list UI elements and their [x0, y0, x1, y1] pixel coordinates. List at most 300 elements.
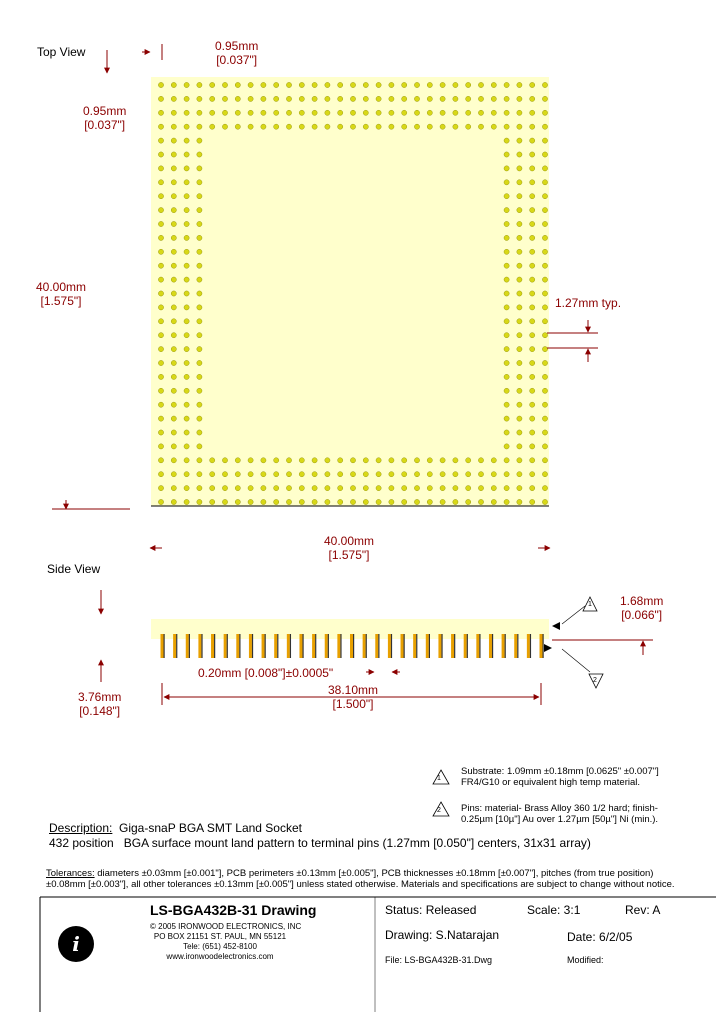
- pad: [222, 486, 227, 491]
- pad: [184, 208, 189, 213]
- pad: [504, 235, 509, 240]
- pad: [504, 208, 509, 213]
- pad: [466, 110, 471, 115]
- pad: [466, 96, 471, 101]
- pad: [197, 347, 202, 352]
- pad: [171, 235, 176, 240]
- pin-shadow: [366, 634, 367, 658]
- pad: [504, 416, 509, 421]
- pad: [414, 124, 419, 129]
- pad: [184, 194, 189, 199]
- pad: [504, 374, 509, 379]
- drawing-title: LS-BGA432B-31 Drawing: [150, 902, 317, 918]
- pad: [171, 194, 176, 199]
- side-note1-marker: 1: [588, 601, 592, 608]
- pin: [375, 634, 378, 658]
- pad: [197, 277, 202, 282]
- pad: [274, 82, 279, 87]
- pad: [491, 499, 496, 504]
- pad: [171, 166, 176, 171]
- pad: [517, 305, 522, 310]
- pad: [171, 444, 176, 449]
- pad: [504, 347, 509, 352]
- pad: [402, 486, 407, 491]
- pin-shadow: [201, 634, 202, 658]
- pad: [184, 347, 189, 352]
- pad: [171, 82, 176, 87]
- pad: [325, 499, 330, 504]
- pad: [261, 458, 266, 463]
- pad: [222, 499, 227, 504]
- pad: [158, 291, 163, 296]
- pad: [248, 499, 253, 504]
- pad: [197, 152, 202, 157]
- pad: [171, 96, 176, 101]
- pad: [350, 486, 355, 491]
- pin: [249, 634, 252, 658]
- pad: [530, 416, 535, 421]
- pad: [530, 263, 535, 268]
- pad: [171, 152, 176, 157]
- pad: [440, 458, 445, 463]
- pin: [350, 634, 353, 658]
- description-label: Description:: [49, 821, 113, 835]
- pad: [530, 194, 535, 199]
- pin: [464, 634, 467, 658]
- pad: [197, 319, 202, 324]
- pin: [426, 634, 429, 658]
- pad: [158, 180, 163, 185]
- pad: [235, 458, 240, 463]
- pad: [542, 360, 547, 365]
- pad: [184, 319, 189, 324]
- pad: [171, 305, 176, 310]
- pad: [504, 110, 509, 115]
- pad: [389, 458, 394, 463]
- pad: [542, 333, 547, 338]
- pad: [389, 110, 394, 115]
- pad: [517, 208, 522, 213]
- pad: [542, 235, 547, 240]
- note2-text: Pins: material- Brass Alloy 360 1/2 hard; finish- 0.25µm [10µ"] Au over 1.27µm [50µ"] Ni (min.).: [461, 803, 659, 825]
- pad: [402, 96, 407, 101]
- pin: [198, 634, 201, 658]
- pad: [158, 194, 163, 199]
- pad: [158, 333, 163, 338]
- pad: [530, 486, 535, 491]
- pad: [184, 96, 189, 101]
- pad: [325, 82, 330, 87]
- pad: [414, 472, 419, 477]
- pad: [491, 110, 496, 115]
- pad: [312, 458, 317, 463]
- pad: [453, 96, 458, 101]
- pad: [440, 110, 445, 115]
- pad: [158, 388, 163, 393]
- pad: [286, 472, 291, 477]
- pad: [338, 124, 343, 129]
- pad: [338, 110, 343, 115]
- pad: [504, 221, 509, 226]
- pad: [389, 82, 394, 87]
- pad: [235, 124, 240, 129]
- pad: [171, 360, 176, 365]
- pad: [414, 499, 419, 504]
- pad: [261, 472, 266, 477]
- pad: [542, 458, 547, 463]
- pad: [530, 235, 535, 240]
- company-logo: i: [58, 926, 94, 962]
- pad: [210, 96, 215, 101]
- pad: [363, 499, 368, 504]
- pad: [197, 458, 202, 463]
- pad: [184, 444, 189, 449]
- pad: [478, 486, 483, 491]
- pad: [504, 124, 509, 129]
- pad: [504, 194, 509, 199]
- pad: [184, 458, 189, 463]
- pad: [504, 138, 509, 143]
- pad: [222, 472, 227, 477]
- pad: [210, 458, 215, 463]
- pad: [466, 472, 471, 477]
- pad: [171, 458, 176, 463]
- pad: [158, 249, 163, 254]
- pad: [530, 444, 535, 449]
- pad: [171, 249, 176, 254]
- pin: [451, 634, 454, 658]
- pad: [542, 124, 547, 129]
- pad: [542, 499, 547, 504]
- pad: [158, 472, 163, 477]
- pad: [517, 402, 522, 407]
- pad: [376, 96, 381, 101]
- pad: [235, 486, 240, 491]
- pin-shadow: [505, 634, 506, 658]
- pad: [158, 347, 163, 352]
- pad: [184, 110, 189, 115]
- pad: [197, 333, 202, 338]
- note2-marker: 2: [437, 807, 441, 814]
- pad: [530, 458, 535, 463]
- pad: [158, 221, 163, 226]
- pad: [504, 305, 509, 310]
- pad: [517, 499, 522, 504]
- pad: [376, 486, 381, 491]
- pad: [299, 110, 304, 115]
- pad: [427, 96, 432, 101]
- pad: [261, 499, 266, 504]
- pad: [517, 472, 522, 477]
- pad: [158, 277, 163, 282]
- note1-marker: 1: [437, 775, 441, 782]
- height-dim: 40.00mm [1.575"]: [36, 280, 87, 308]
- pad: [402, 110, 407, 115]
- pin-shadow: [214, 634, 215, 658]
- pin-shadow: [302, 634, 303, 658]
- pad: [504, 444, 509, 449]
- pad: [222, 124, 227, 129]
- pad: [402, 124, 407, 129]
- pad: [248, 472, 253, 477]
- pad: [517, 152, 522, 157]
- drawing-by: Drawing: S.Natarajan: [385, 928, 500, 942]
- pad: [517, 221, 522, 226]
- pad: [491, 458, 496, 463]
- description-line1: Giga-snaP BGA SMT Land Socket: [119, 821, 302, 835]
- pad: [530, 180, 535, 185]
- pad: [171, 291, 176, 296]
- pad: [530, 249, 535, 254]
- pad: [517, 110, 522, 115]
- pin-shadow: [416, 634, 417, 658]
- pad: [325, 124, 330, 129]
- pin: [312, 634, 315, 658]
- pad: [210, 82, 215, 87]
- pin-shadow: [265, 634, 266, 658]
- pad: [542, 166, 547, 171]
- pad: [530, 138, 535, 143]
- pin-shadow: [353, 634, 354, 658]
- pad: [376, 110, 381, 115]
- pin: [489, 634, 492, 658]
- pad: [248, 486, 253, 491]
- pad: [363, 96, 368, 101]
- pad: [491, 486, 496, 491]
- pad: [222, 458, 227, 463]
- pin: [476, 634, 479, 658]
- pin: [514, 634, 517, 658]
- pad: [517, 138, 522, 143]
- pad: [542, 208, 547, 213]
- pad: [197, 402, 202, 407]
- pad: [248, 124, 253, 129]
- pad: [158, 82, 163, 87]
- pad: [197, 82, 202, 87]
- pad: [158, 305, 163, 310]
- note1-triangle: [433, 770, 449, 784]
- pad: [171, 499, 176, 504]
- pad: [184, 221, 189, 226]
- pad: [466, 124, 471, 129]
- pad: [261, 486, 266, 491]
- pad: [517, 166, 522, 171]
- pad: [504, 486, 509, 491]
- pad: [184, 82, 189, 87]
- pad: [338, 96, 343, 101]
- pad: [542, 152, 547, 157]
- note1-text: Substrate: 1.09mm ±0.18mm [0.0625" ±0.007"] FR4/G10 or equivalent high temp material.: [461, 766, 659, 788]
- pad: [197, 499, 202, 504]
- pad: [517, 416, 522, 421]
- width-dim: 40.00mm [1.575"]: [324, 534, 375, 562]
- pad: [286, 458, 291, 463]
- pad: [197, 444, 202, 449]
- pad: [530, 208, 535, 213]
- pad: [235, 96, 240, 101]
- pad: [171, 374, 176, 379]
- pad: [210, 486, 215, 491]
- pad: [363, 486, 368, 491]
- pad: [517, 360, 522, 365]
- pad: [184, 180, 189, 185]
- pad: [542, 249, 547, 254]
- pad: [274, 458, 279, 463]
- pin: [173, 634, 176, 658]
- pad: [542, 347, 547, 352]
- pad: [376, 472, 381, 477]
- tolerances: Tolerances: diameters ±0.03mm [±0.001"], PCB perimeters ±0.13mm [±0.005"], PCB thicknesses ±0.18mm [±0.007"], pitches (from true position) ±0.08mm [±0.003"], all other tolerances ±0.13mm [±0.005"] unless stated otherwise. Materials and specifications are subject to change without notice.: [46, 868, 675, 890]
- pad: [517, 430, 522, 435]
- pad: [325, 458, 330, 463]
- pad: [171, 124, 176, 129]
- pad: [363, 110, 368, 115]
- pad: [530, 277, 535, 282]
- pad: [171, 333, 176, 338]
- pad: [530, 110, 535, 115]
- pad: [197, 124, 202, 129]
- pad: [158, 235, 163, 240]
- pad: [530, 347, 535, 352]
- pad: [542, 402, 547, 407]
- pad: [184, 416, 189, 421]
- pad: [350, 96, 355, 101]
- pad: [517, 291, 522, 296]
- pad: [517, 333, 522, 338]
- pad: [197, 194, 202, 199]
- pad: [363, 458, 368, 463]
- pin-shadow: [404, 634, 405, 658]
- pin-shadow: [530, 634, 531, 658]
- pad: [542, 388, 547, 393]
- pad: [530, 333, 535, 338]
- pad: [171, 319, 176, 324]
- pad: [376, 458, 381, 463]
- pad: [197, 235, 202, 240]
- pad: [478, 472, 483, 477]
- pad: [274, 499, 279, 504]
- pad: [453, 458, 458, 463]
- pad: [184, 152, 189, 157]
- pad: [517, 235, 522, 240]
- pad: [338, 486, 343, 491]
- pad: [299, 96, 304, 101]
- revision: Rev: A: [625, 903, 661, 917]
- pad: [440, 499, 445, 504]
- pad: [248, 110, 253, 115]
- pin-shadow: [479, 634, 480, 658]
- top-view-center-region: [205, 131, 495, 452]
- pin: [161, 634, 164, 658]
- pad: [453, 499, 458, 504]
- pad: [414, 82, 419, 87]
- pad: [274, 486, 279, 491]
- pin-shadow: [252, 634, 253, 658]
- pad: [171, 208, 176, 213]
- pad: [350, 124, 355, 129]
- pad: [440, 82, 445, 87]
- pad: [530, 221, 535, 226]
- pad: [517, 194, 522, 199]
- pad: [363, 124, 368, 129]
- pad: [184, 402, 189, 407]
- pad: [350, 472, 355, 477]
- pad: [542, 416, 547, 421]
- pad: [158, 96, 163, 101]
- pad: [171, 263, 176, 268]
- pad: [261, 96, 266, 101]
- pad: [542, 138, 547, 143]
- pin-shadow: [441, 634, 442, 658]
- pad: [312, 124, 317, 129]
- pad: [453, 124, 458, 129]
- pad: [184, 263, 189, 268]
- pad: [478, 82, 483, 87]
- pad: [325, 96, 330, 101]
- pad: [504, 319, 509, 324]
- pad: [517, 374, 522, 379]
- date: Date: 6/2/05: [567, 930, 633, 944]
- pad: [158, 110, 163, 115]
- pad: [530, 430, 535, 435]
- pad: [466, 486, 471, 491]
- pad: [530, 152, 535, 157]
- pad: [197, 96, 202, 101]
- pin-shadow: [492, 634, 493, 658]
- pad: [197, 291, 202, 296]
- pad: [184, 166, 189, 171]
- pad: [530, 374, 535, 379]
- pad: [197, 166, 202, 171]
- pad: [402, 82, 407, 87]
- pad: [504, 291, 509, 296]
- pad: [517, 486, 522, 491]
- pad: [325, 472, 330, 477]
- pad: [235, 472, 240, 477]
- pad: [530, 305, 535, 310]
- pad: [184, 249, 189, 254]
- pad: [504, 360, 509, 365]
- pin: [363, 634, 366, 658]
- pad: [504, 458, 509, 463]
- pin-length-dim: 3.76mm [0.148"]: [78, 690, 122, 718]
- pad: [517, 180, 522, 185]
- pad: [504, 499, 509, 504]
- pin: [337, 634, 340, 658]
- pad: [402, 472, 407, 477]
- pad: [184, 486, 189, 491]
- pad: [158, 152, 163, 157]
- pin-shadow: [340, 634, 341, 658]
- pad: [286, 486, 291, 491]
- pad: [440, 124, 445, 129]
- pin-shadow: [328, 634, 329, 658]
- pad: [414, 486, 419, 491]
- pin: [186, 634, 189, 658]
- file-name: File: LS-BGA432B-31.Dwg: [385, 955, 493, 965]
- pad: [427, 499, 432, 504]
- pad: [184, 277, 189, 282]
- pad-offset-y-dim: 0.95mm [0.037"]: [83, 104, 127, 132]
- pad: [184, 305, 189, 310]
- pad: [363, 472, 368, 477]
- pad: [389, 96, 394, 101]
- pad: [158, 486, 163, 491]
- pad: [171, 416, 176, 421]
- pad: [197, 221, 202, 226]
- pad: [517, 82, 522, 87]
- pin: [540, 634, 543, 658]
